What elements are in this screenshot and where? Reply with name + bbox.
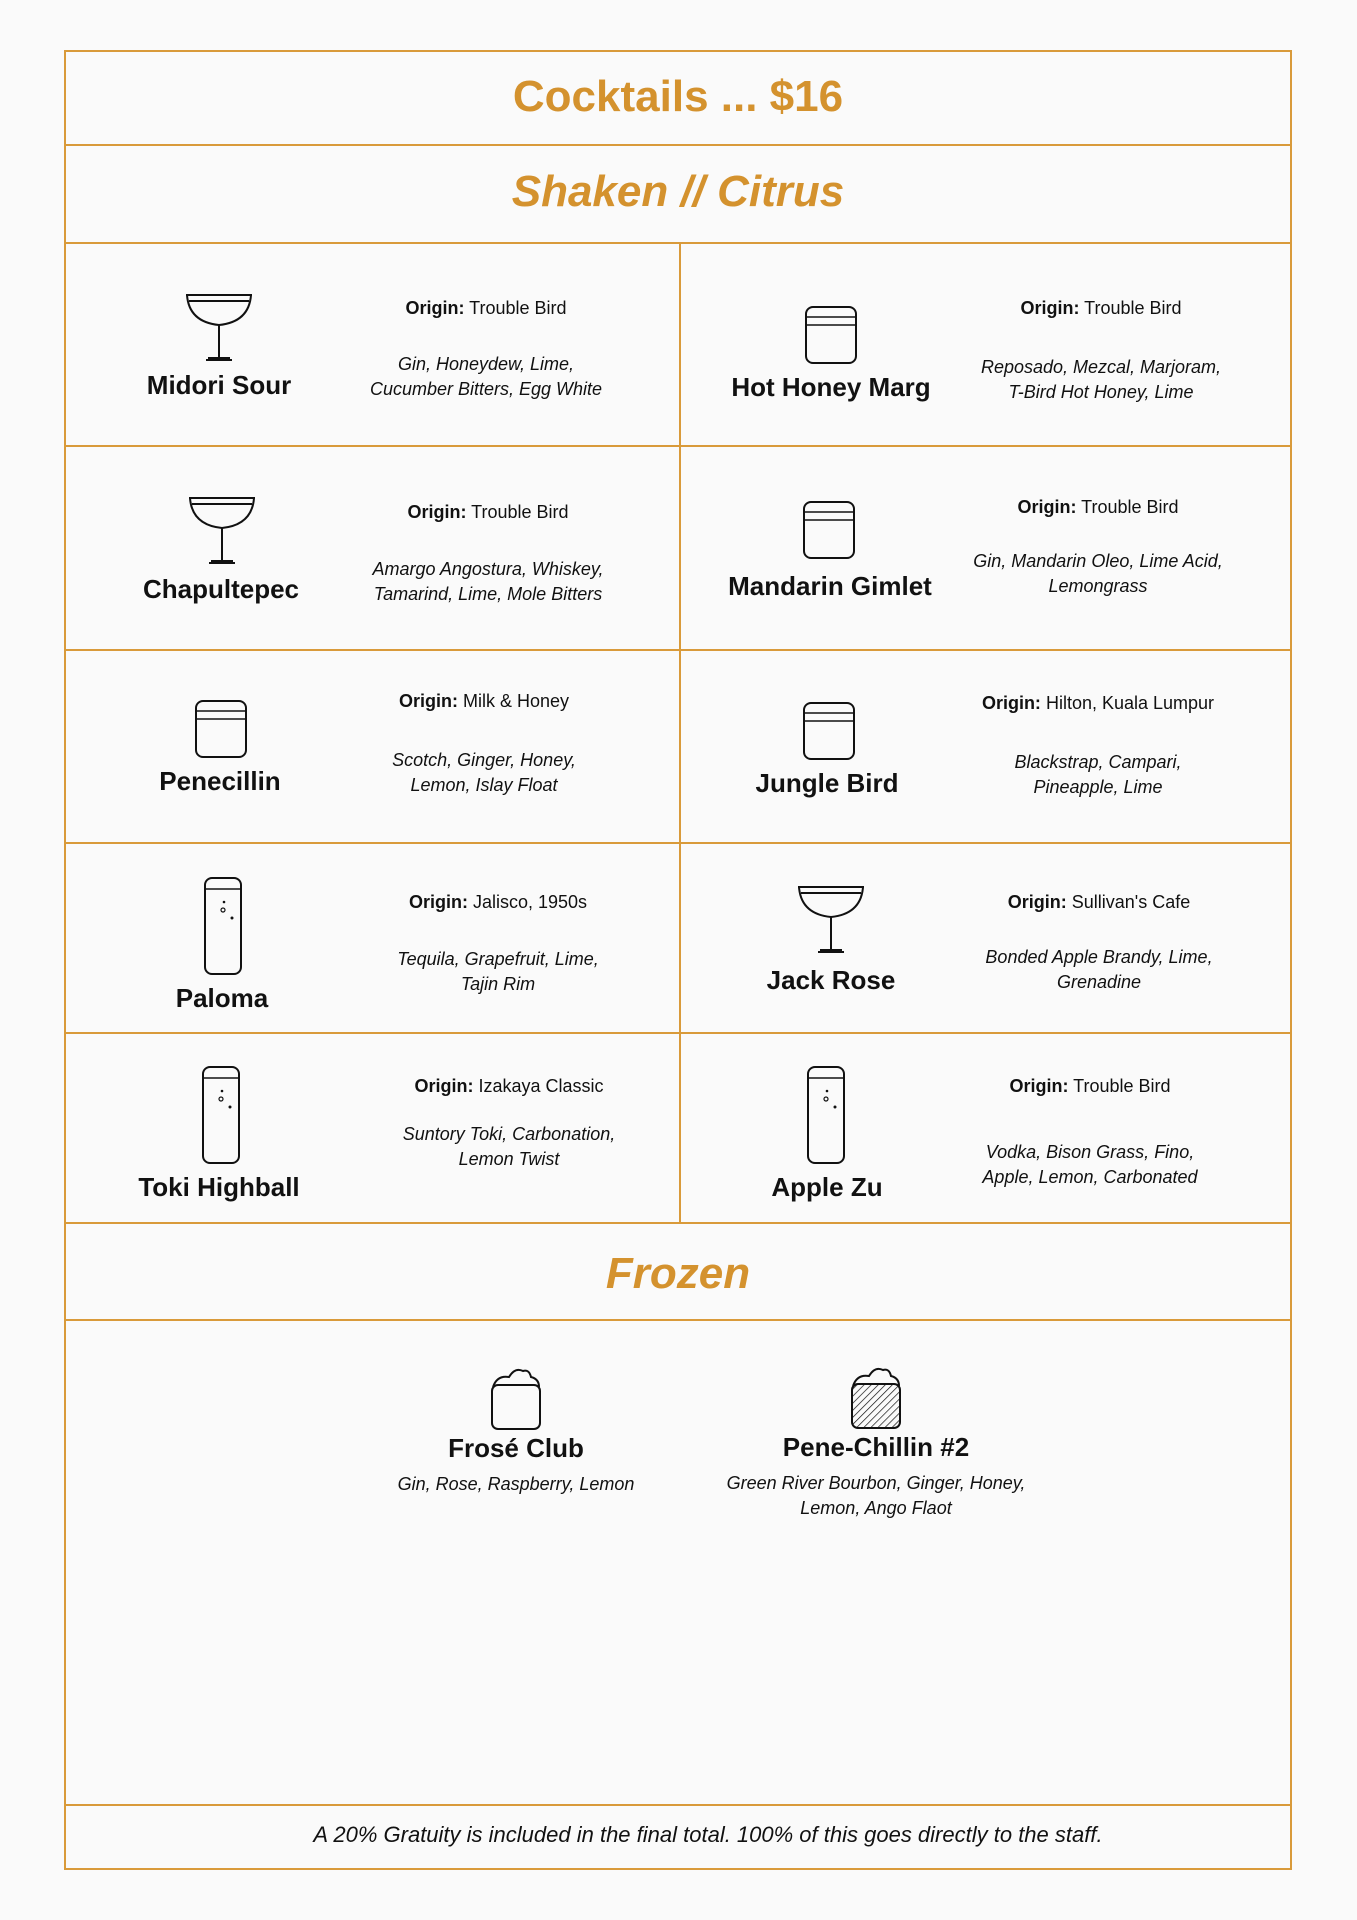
origin-value: Jalisco, 1950s [472,892,588,912]
cocktail-name: Jack Rose [766,965,896,995]
rocks-glass-icon [804,305,858,370]
section-heading-shaken: Shaken // Citrus [511,167,845,216]
rocks-glass-icon [802,500,856,565]
ingredients-line: Gin, Mandarin Oleo, Lime Acid, [973,551,1223,571]
cocktail-name: Paloma [175,983,269,1013]
cocktail-ingredients [939,945,1259,995]
cocktail-card [680,1032,1292,1222]
cocktail-card [66,445,678,649]
ingredients-line: Vodka, Bison Grass, Fino, [985,1142,1195,1162]
cocktail-card [680,649,1292,842]
cocktail-ingredients [938,549,1258,599]
ingredients-line: Green River Bourbon, Ginger, Honey, [726,1473,1026,1493]
cocktail-ingredients [349,1122,669,1172]
highball-glass-icon [203,876,243,981]
ingredients-line: Grenadine [1056,972,1142,992]
origin-value: Trouble Bird [469,298,567,318]
origin-value: Sullivan's Cafe [1071,892,1191,912]
cocktail-name: Frosé Club [448,1433,584,1463]
ingredients-line: Tequila, Grapefruit, Lime, [397,949,599,969]
rocks-glass-icon [802,701,856,766]
ingredients-line: Gin, Honeydew, Lime, [397,354,575,374]
origin-label: Origin: [1017,497,1077,517]
origin-label: Origin: [1020,298,1080,318]
ingredients-line: Lemongrass [1048,576,1148,596]
cocktail-ingredients [326,352,646,402]
ingredients-line: T-Bird Hot Honey, Lime [1008,382,1194,402]
ingredients-line: Lemon, Ango Flaot [800,1498,952,1518]
ingredients-line: Scotch, Ginger, Honey, [392,750,576,770]
ingredients-line: Bonded Apple Brandy, Lime, [985,947,1213,967]
ingredients-line: Lemon Twist [458,1149,560,1169]
ingredients-line: Pineapple, Lime [1033,777,1163,797]
cocktail-origin [939,892,1259,913]
divider [66,1319,1290,1321]
cocktail-ingredients [324,748,644,798]
cocktail-origin [349,1076,669,1097]
origin-label: Origin: [1007,892,1067,912]
coupe-glass-icon [184,292,254,369]
origin-value: Trouble Bird [1073,1076,1171,1096]
ingredients-line: Gin, Rose, Raspberry, Lemon [397,1474,635,1494]
frozen-card [376,1365,656,1497]
highball-glass-icon [201,1065,241,1170]
cocktail-origin [324,691,644,712]
divider [66,144,1290,146]
cocktail-name: Chapultepec [142,574,300,604]
highball-glass-icon [806,1065,846,1170]
cocktail-origin [328,502,648,523]
ingredients-line: Apple, Lemon, Carbonated [982,1167,1198,1187]
origin-label: Origin: [407,502,467,522]
origin-label: Origin: [408,892,468,912]
cocktail-name: Pene-Chillin #2 [782,1432,970,1462]
cocktail-card [66,649,678,842]
origin-value: Trouble Bird [1081,497,1179,517]
ingredients-line: Tajin Rim [460,974,536,994]
cocktail-origin [941,298,1261,319]
cocktail-name: Penecillin [159,766,281,796]
cocktail-origin [930,1076,1250,1097]
origin-label: Origin: [981,693,1041,713]
cocktail-ingredients [930,1140,1250,1190]
frozen-cup-icon [376,1365,656,1433]
ingredients-line: Suntory Toki, Carbonation, [402,1124,616,1144]
origin-label: Origin: [414,1076,474,1096]
cocktail-name: Jungle Bird [755,768,899,798]
ingredients-line: Blackstrap, Campari, [1014,752,1182,772]
cocktail-name: Toki Highball [138,1172,300,1202]
cocktail-name: Apple Zu [771,1172,883,1202]
cocktail-card [66,1032,678,1222]
cocktail-ingredients [938,750,1258,800]
cocktail-origin [938,497,1258,518]
origin-label: Origin: [1009,1076,1069,1096]
ingredients-line: Tamarind, Lime, Mole Bitters [373,584,603,604]
frozen-card [706,1364,1046,1521]
cocktail-card [680,842,1292,1032]
divider [66,1804,1290,1806]
origin-label: Origin: [405,298,465,318]
origin-value: Trouble Bird [471,502,569,522]
cocktail-name: Mandarin Gimlet [728,571,932,601]
cocktail-name: Hot Honey Marg [731,372,931,402]
ingredients-line: Lemon, Islay Float [410,775,558,795]
rocks-glass-icon [194,699,248,764]
cocktail-origin [938,693,1258,714]
section-heading-frozen: Frozen [605,1249,751,1298]
origin-value: Hilton, Kuala Lumpur [1045,693,1215,713]
ingredients-line: Reposado, Mezcal, Marjoram, [980,357,1222,377]
cocktail-name: Midori Sour [146,370,292,400]
cocktail-origin [338,892,658,913]
divider [66,1222,1290,1224]
origin-value: Milk & Honey [462,691,570,711]
cocktail-card [680,445,1292,649]
frozen-cup-hatched-icon [706,1364,1046,1432]
cocktail-card [680,242,1292,445]
gratuity-note: A 20% Gratuity is included in the final total. 100% of this goes directly to the staff. [313,1822,1103,1847]
ingredients-line: Cucumber Bitters, Egg White [369,379,603,399]
cocktail-ingredients [338,947,658,997]
cocktail-ingredients [941,355,1261,405]
cocktail-card [66,842,678,1032]
origin-value: Izakaya Classic [478,1076,604,1096]
cocktail-ingredients [328,557,648,607]
coupe-glass-icon [796,884,866,961]
ingredients-line: Amargo Angostura, Whiskey, [372,559,604,579]
cocktail-ingredients [706,1471,1046,1521]
cocktail-ingredients [376,1472,656,1497]
origin-label: Origin: [398,691,458,711]
cocktail-origin [326,298,646,319]
cocktail-card [66,242,678,445]
coupe-glass-icon [187,495,257,572]
menu-frame [64,50,1292,1870]
menu-title: Cocktails ... $16 [512,72,844,121]
origin-value: Trouble Bird [1084,298,1182,318]
